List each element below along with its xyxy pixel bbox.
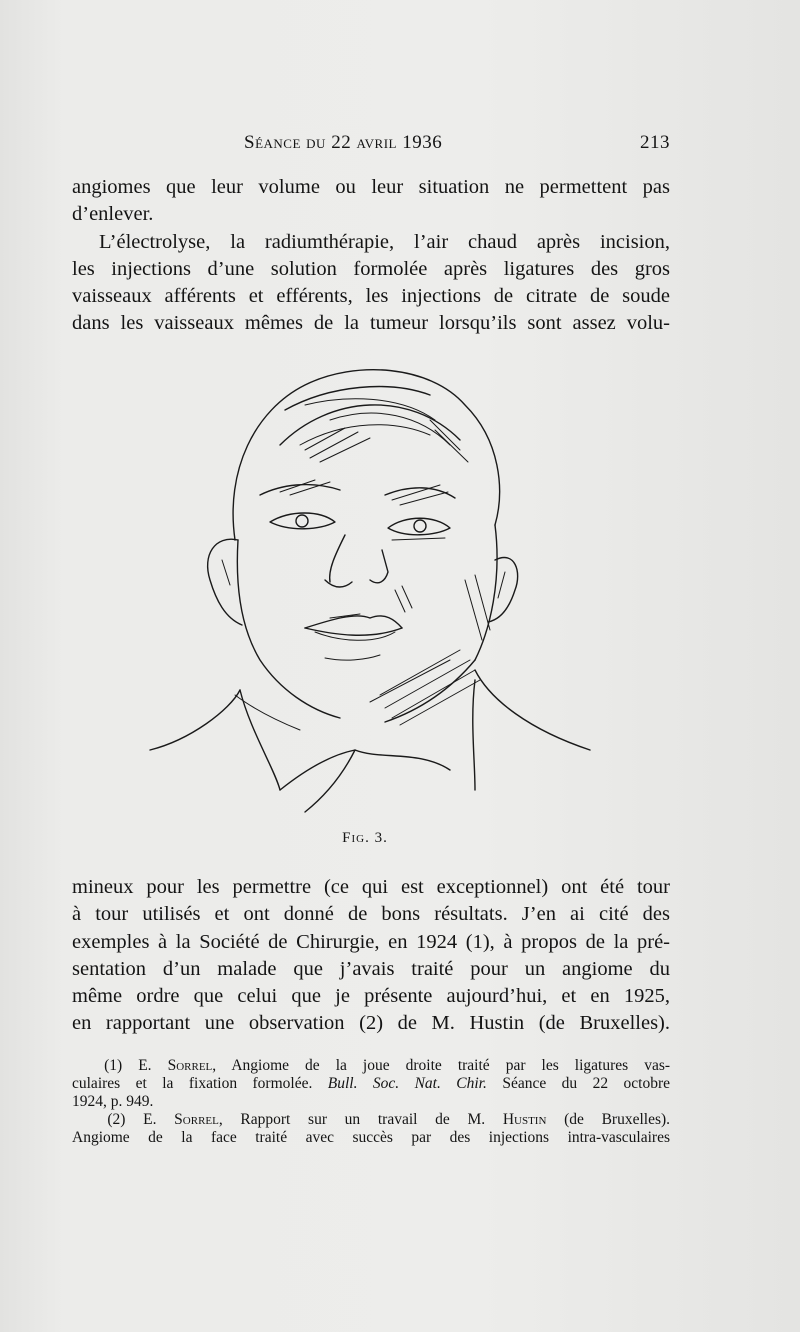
header-year: 1936 <box>402 132 443 153</box>
footnote-1-line: 1924, p. 949. <box>72 1093 154 1110</box>
paragraph-bottom <box>72 874 670 1038</box>
face-illustration <box>130 350 610 830</box>
footnote-text: Angiome de la joue droite traité par les ligatures vas- <box>231 1057 671 1074</box>
footnote-text: culaires et la fixation formolée. <box>72 1075 313 1092</box>
footnote-text: Rapport sur un travail de M. <box>240 1111 486 1128</box>
footnote-2-line: Angiome de la face traité avec succès par des injections intra-vasculaires <box>72 1129 670 1146</box>
footnote-name: Hustin <box>502 1111 547 1128</box>
footnote-author: E. Sorrel, <box>143 1111 223 1128</box>
footnote-1-line <box>72 1057 670 1075</box>
footnote-text: (de Bruxelles). <box>564 1111 671 1128</box>
text-line: dans les vaisseaux mêmes de la tumeur lorsqu’ils sont assez volu- <box>72 312 670 335</box>
footnote-marker: (2) <box>107 1111 126 1128</box>
text-line: à tour utilisés et ont donné de bons résultats. J’en ai cité des <box>72 903 670 926</box>
page-number: 213 <box>640 132 670 153</box>
footnote-author: E. Sorrel, <box>138 1057 217 1074</box>
text-line: vaisseaux afférents et efférents, les injections de citrate de soude <box>72 285 670 308</box>
header-date: 22 <box>331 132 352 153</box>
footnote-1-line <box>72 1075 670 1093</box>
footnote-marker: (1) <box>104 1057 123 1074</box>
text-line: en rapportant une observation (2) de M. Hustin (de Bruxelles). <box>72 1012 670 1035</box>
paragraph-top <box>72 174 670 338</box>
text-line: d’enlever. <box>72 203 154 226</box>
text-line: sentation d’un malade que j’avais traité pour un angiome du <box>72 957 670 980</box>
header-title <box>244 132 442 154</box>
text-line: mineux pour les permettre (ce qui est exceptionnel) ont été tour <box>72 876 670 898</box>
footnote-text: Séance du 22 octobre <box>502 1075 670 1092</box>
running-header <box>72 132 670 160</box>
text-line: exemples à la Société de Chirurgie, en 1924 (1), à propos de la pré- <box>72 930 670 953</box>
footnote-journal: Bull. Soc. Nat. Chir. <box>327 1075 487 1092</box>
header-month: avril <box>356 132 397 153</box>
footnotes <box>72 1057 670 1147</box>
footnote-2-line <box>72 1111 670 1129</box>
text-line: L’électrolyse, la radiumthérapie, l’air chaud après incision, <box>99 230 670 253</box>
figure-caption: Fig. 3. <box>342 830 388 846</box>
text-line: même ordre que celui que je présente aujourd’hui, et en 1925, <box>72 985 670 1008</box>
text-line: angiomes que leur volume ou leur situation ne permettent pas <box>72 176 670 198</box>
header-title-prefix: Séance du <box>244 132 326 153</box>
text-line: les injections d’une solution formolée après ligatures des gros <box>72 257 670 280</box>
